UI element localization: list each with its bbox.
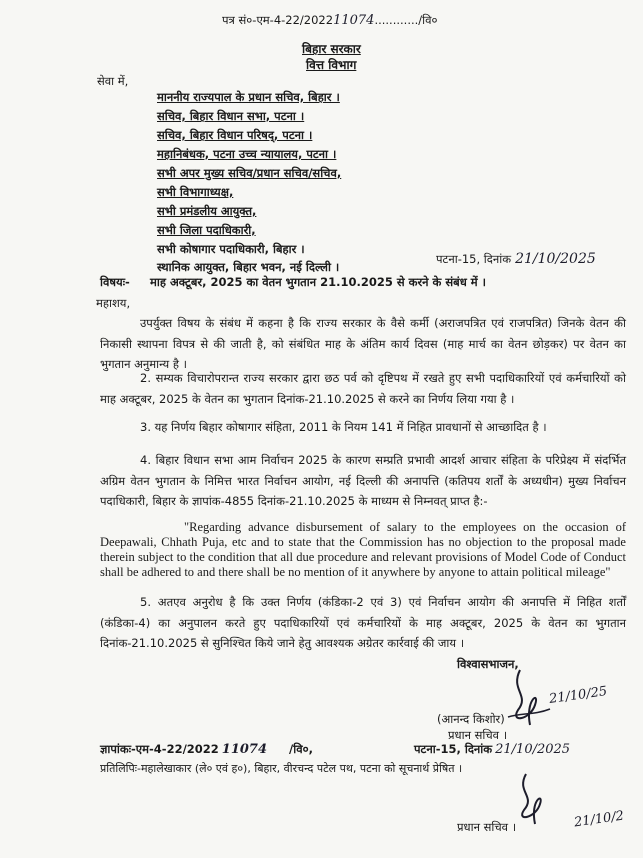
copy-to-text: प्रतिलिपिः-महालेखाकार (ले० एवं ह०), बिहार, वीरचन्द पटेल पथ, पटना को सूचनार्थ प्रेषित । xyxy=(100,762,463,775)
recipient-item: सभी जिला पदाधिकारी, xyxy=(157,223,256,237)
paragraph-3: 3. यह निर्णय बिहार कोषागार संहिता, 2011 के नियम 141 में निहित प्रावधानों से आच्छादित है । xyxy=(140,420,547,434)
paragraph-4: 4. बिहार विधान सभा आम निर्वाचन 2025 के कारण सम्प्रति प्रभावी आदर्श आचार संहिता के परिप्रेक्ष्य में संदर्भित अग्रिम वेतन भुगतान के निमित्त भारत निर्वाचन आयोग, नई दिल्ली की अनापत्ति (कतिपय शर्तों के अध्यधीन) मुख्य निर्वाचन पदाधिकारी, बिहार के ज्ञापांक-4855 दिनांक-21.10.2025 के माध्यम से निम्नवत् प्राप्त है:- xyxy=(100,453,626,508)
signatory-name: (आनन्द किशोर) xyxy=(437,712,505,726)
recipient-item: सभी अपर मुख्य सचिव/प्रधान सचिव/सचिव, xyxy=(157,166,342,180)
recipient-item: सभी प्रमंडलीय आयुक्त, xyxy=(157,204,257,218)
date-handwritten: 21/10/2025 xyxy=(515,251,596,267)
letter-number xyxy=(222,13,438,28)
subject-label: विषयः- xyxy=(100,275,130,289)
letter-number-printed: पत्र सं०-एम-4-22/2022 xyxy=(222,13,334,27)
recipient-item: स्थानिक आयुक्त, बिहार भवन, नई दिल्ली । xyxy=(157,260,340,274)
salutation: महाशय, xyxy=(96,296,131,310)
memo-number-handwritten: 11074 xyxy=(221,742,268,757)
paragraph-1: उपर्युक्त विषय के संबंध में कहना है कि राज्य सरकार के वैसे कर्मी (अराजपत्रित एवं राजपत्रित) जिनके वेतन की निकासी स्थापना विपत्र से की जाती है, को संबंधित माह के अंतिम कार्य दिवस (माह मार्च का वेतन छोड़कर) पर वेतन का भुगतान अनुमान्य है । xyxy=(100,316,626,371)
department-heading: वित्त विभाग xyxy=(306,58,357,72)
memo-initials-date: 21/10/2 xyxy=(573,808,625,831)
seva-me: सेवा में, xyxy=(97,74,129,88)
letter-number-handwritten: 11074 xyxy=(333,13,375,28)
government-heading: बिहार सरकार xyxy=(302,42,361,56)
letter-number-suffix: ............/वि० xyxy=(374,13,438,27)
date-line xyxy=(436,251,596,267)
memo-number-suffix: /वि०, xyxy=(289,742,313,756)
recipient-item: सचिव, बिहार विधान परिषद्, पटना । xyxy=(157,128,313,142)
memo-date-label: पटना-15, दिनांक xyxy=(414,742,493,756)
recipient-item: सभी कोषागार पदाधिकारी, बिहार । xyxy=(157,242,305,256)
recipient-item: माननीय राज्यपाल के प्रधान सचिव, बिहार । xyxy=(157,90,340,104)
memo-number-printed: ज्ञापांकः-एम-4-22/2022 xyxy=(100,742,219,756)
subject-text: माह अक्टूबर, 2025 का वेतन भुगतान 21.10.2025 से करने के संबंध में । xyxy=(150,275,487,289)
recipient-item: महानिबंधक, पटना उच्च न्यायालय, पटना । xyxy=(157,147,337,161)
signatory-designation: प्रधान सचिव । xyxy=(448,728,508,742)
paragraph-5: 5. अतएव अनुरोध है कि उक्त निर्णय (कंडिका-2 एवं 3) एवं निर्वाचन आयोग की अनापत्ति में निहित शर्तों (कंडिका-4) का अनुपालन करते हुए पदाधिकारियों एवं कर्मचारियों के माह अक्टूबर, 2025 के वेतन का भुगतान दिनांक-21.10.2025 से सुनिश्चित किये जाने हेतु आवश्यक अग्रेतर कार्रवाई की जाय । xyxy=(100,595,627,650)
paragraph-2: 2. सम्यक विचारोपरान्त राज्य सरकार द्वारा छठ पर्व को दृष्टिपथ में रखते हुए सभी पदाधिकारियों एवं कर्मचारियों को माह अक्टूबर, 2025 के वेतन का भुगतान दिनांक-21.10.2025 से करने का निर्णय लिया गया है । xyxy=(100,371,626,406)
memo-date-handwritten: 21/10/2025 xyxy=(495,742,571,757)
date-label: पटना-15, दिनांक xyxy=(436,252,512,266)
memo-number xyxy=(100,742,313,757)
closing: विश्वासभाजन, xyxy=(457,657,519,671)
memo-date xyxy=(414,742,570,757)
eci-quote: "Regarding advance disbursement of salary to the employees on the occasion of Deepawali, Chhath Puja, etc and to state that the Commission has no objection to the proposal made therein subject to the condition that all due procedure and relevant provisions of Model Code of Conduct shall be adhered to and there shall be no mention of it anywhere by anyone to attain political mileage" xyxy=(100,520,626,579)
recipient-item: सभी विभागाध्यक्ष, xyxy=(157,185,234,199)
recipient-item: सचिव, बिहार विधान सभा, पटना । xyxy=(157,109,305,123)
memo-designation: प्रधान सचिव । xyxy=(457,820,517,834)
signature-initials-date: 21/10/25 xyxy=(548,684,609,707)
